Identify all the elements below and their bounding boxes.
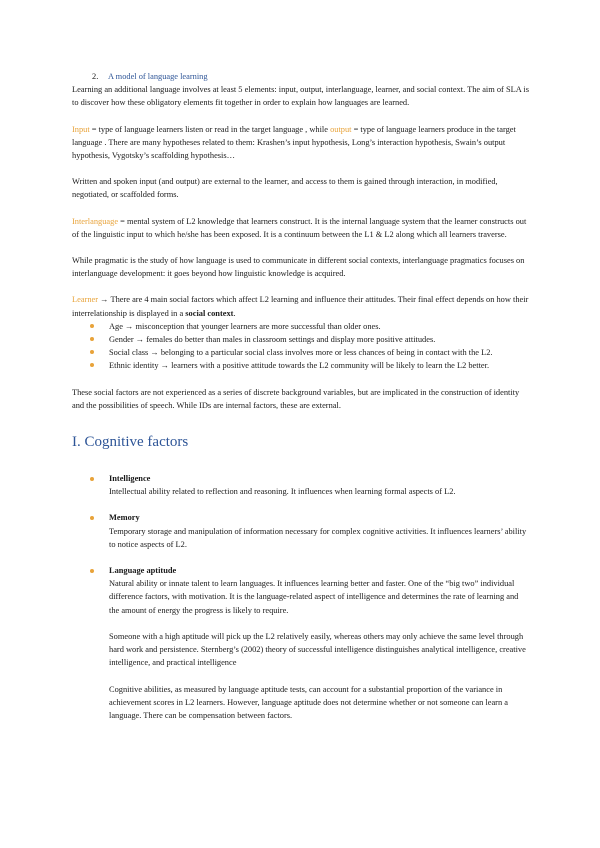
cognitive-factors-list xyxy=(72,472,530,722)
aptitude-title: Language aptitude xyxy=(109,566,177,576)
learner-paragraph xyxy=(72,293,530,319)
social-factors-list xyxy=(72,320,530,373)
social-factor-class: Social class → belonging to a particular social class involves more or less chances of being in contact with the L2. xyxy=(109,348,493,358)
document-content xyxy=(72,70,530,722)
social-summary-paragraph: These social factors are not experienced as a series of discrete background variables, but are implicated in the construction of identity and the possibilities of speech. While IDs are internal factors, these are external. xyxy=(72,387,520,410)
bullet-icon xyxy=(90,337,94,341)
learner-term: Learner xyxy=(72,295,99,305)
list-item xyxy=(72,333,530,346)
section-2-heading xyxy=(72,70,530,83)
input-text: = type of language learners listen or read in the target language , while xyxy=(89,124,331,134)
input-output-paragraph xyxy=(72,123,530,163)
aptitude-paragraph-2: Someone with a high aptitude will pick up the L2 relatively easily, whereas others may only achieve the same level through hard work and persistence. Sternberg’s (2002) theory of successful intelligence distinguishes analytical intelligence, creative intelligence, and practical intelligence xyxy=(109,631,526,668)
social-factor-age: Age → misconception that younger learners are more successful than older ones. xyxy=(109,321,381,331)
bullet-icon xyxy=(90,350,94,354)
section-I-heading: I. Cognitive factors xyxy=(72,434,189,451)
interlanguage-paragraph xyxy=(72,215,530,241)
list-item xyxy=(72,346,530,359)
bullet-icon xyxy=(90,569,94,573)
intelligence-title: Intelligence xyxy=(109,474,151,484)
section-2-title: A model of language learning xyxy=(108,72,208,81)
list-item xyxy=(72,472,530,485)
social-context-bold: social context xyxy=(185,308,234,318)
intro-paragraph: Learning an additional language involves at least 5 elements: input, output, interlanguage, learner, and social context. The aim of SLA is to discover how these obligatory elements fit together in order to explain how languages are learned. xyxy=(72,85,529,108)
output-term: output xyxy=(330,124,352,134)
list-item xyxy=(72,359,530,372)
interlanguage-term: Interlanguage xyxy=(72,216,119,226)
pragmatic-paragraph: While pragmatic is the study of how language is used to communicate in different social contexts, interlanguage pragmatics focuses on interlanguage development: it goes beyond how linguistic knowledge is acquired. xyxy=(72,256,525,279)
learner-text: → There are 4 main social factors which affect L2 learning and influence their attitudes. Their final effect depends on how their interrelationship is displayed in a xyxy=(72,295,529,318)
input-term: Input xyxy=(72,124,90,134)
aptitude-text: Natural ability or innate talent to learn languages. It influences learning better and faster. One of the “big two” individual difference factors, with motivation. It is the language-related aspect of intelligence and determines the rate of learning and the amount of energy the progress is likely to require. xyxy=(109,579,519,615)
list-item xyxy=(72,511,530,524)
intelligence-text: Intellectual ability related to reflection and reasoning. It influences when learning formal aspects of L2. xyxy=(109,487,456,497)
bullet-icon xyxy=(90,324,94,328)
list-item xyxy=(72,564,530,577)
social-factor-ethnic: Ethnic identity → learners with a positive attitude towards the L2 community will be likely to learn the L2 better. xyxy=(109,361,490,371)
section-2-number: 2. xyxy=(92,72,99,81)
list-item xyxy=(72,320,530,333)
social-factor-gender: Gender → females do better than males in classroom settings and display more positive attitudes. xyxy=(109,335,436,345)
bullet-icon xyxy=(90,363,94,367)
memory-title: Memory xyxy=(109,513,140,523)
memory-text: Temporary storage and manipulation of information necessary for complex cognitive activities. It influences learners’ ability to notice aspects of L2. xyxy=(109,526,527,549)
learner-end: . xyxy=(233,308,236,318)
bullet-icon xyxy=(90,516,94,520)
bullet-icon xyxy=(90,477,94,481)
written-spoken-paragraph: Written and spoken input (and output) are external to the learner, and access to them is gained through interaction, in modified, negotiated, or scaffolded forms. xyxy=(72,177,498,200)
aptitude-paragraph-3: Cognitive abilities, as measured by language aptitude tests, can account for a substantial proportion of the variance in achievement scores in L2 learners. However, language aptitude does not determine whether or not someone can learn a language. There can be compensation between factors. xyxy=(109,684,508,720)
interlanguage-text: = mental system of L2 knowledge that learners construct. It is the internal language system that the learner constructs out of the linguistic input to which he/she has been exposed. It is a continuum between the L1 & L2 along which all learners traverse. xyxy=(72,216,527,239)
output-text: = type of language learners produce in the target language . There are many hypotheses related to them: Krashen’s input hypothesis, Long’s interaction hypothesis, Swain’s output hypothesis, Vygotsky’s scaffolding hypothesis… xyxy=(72,124,516,161)
